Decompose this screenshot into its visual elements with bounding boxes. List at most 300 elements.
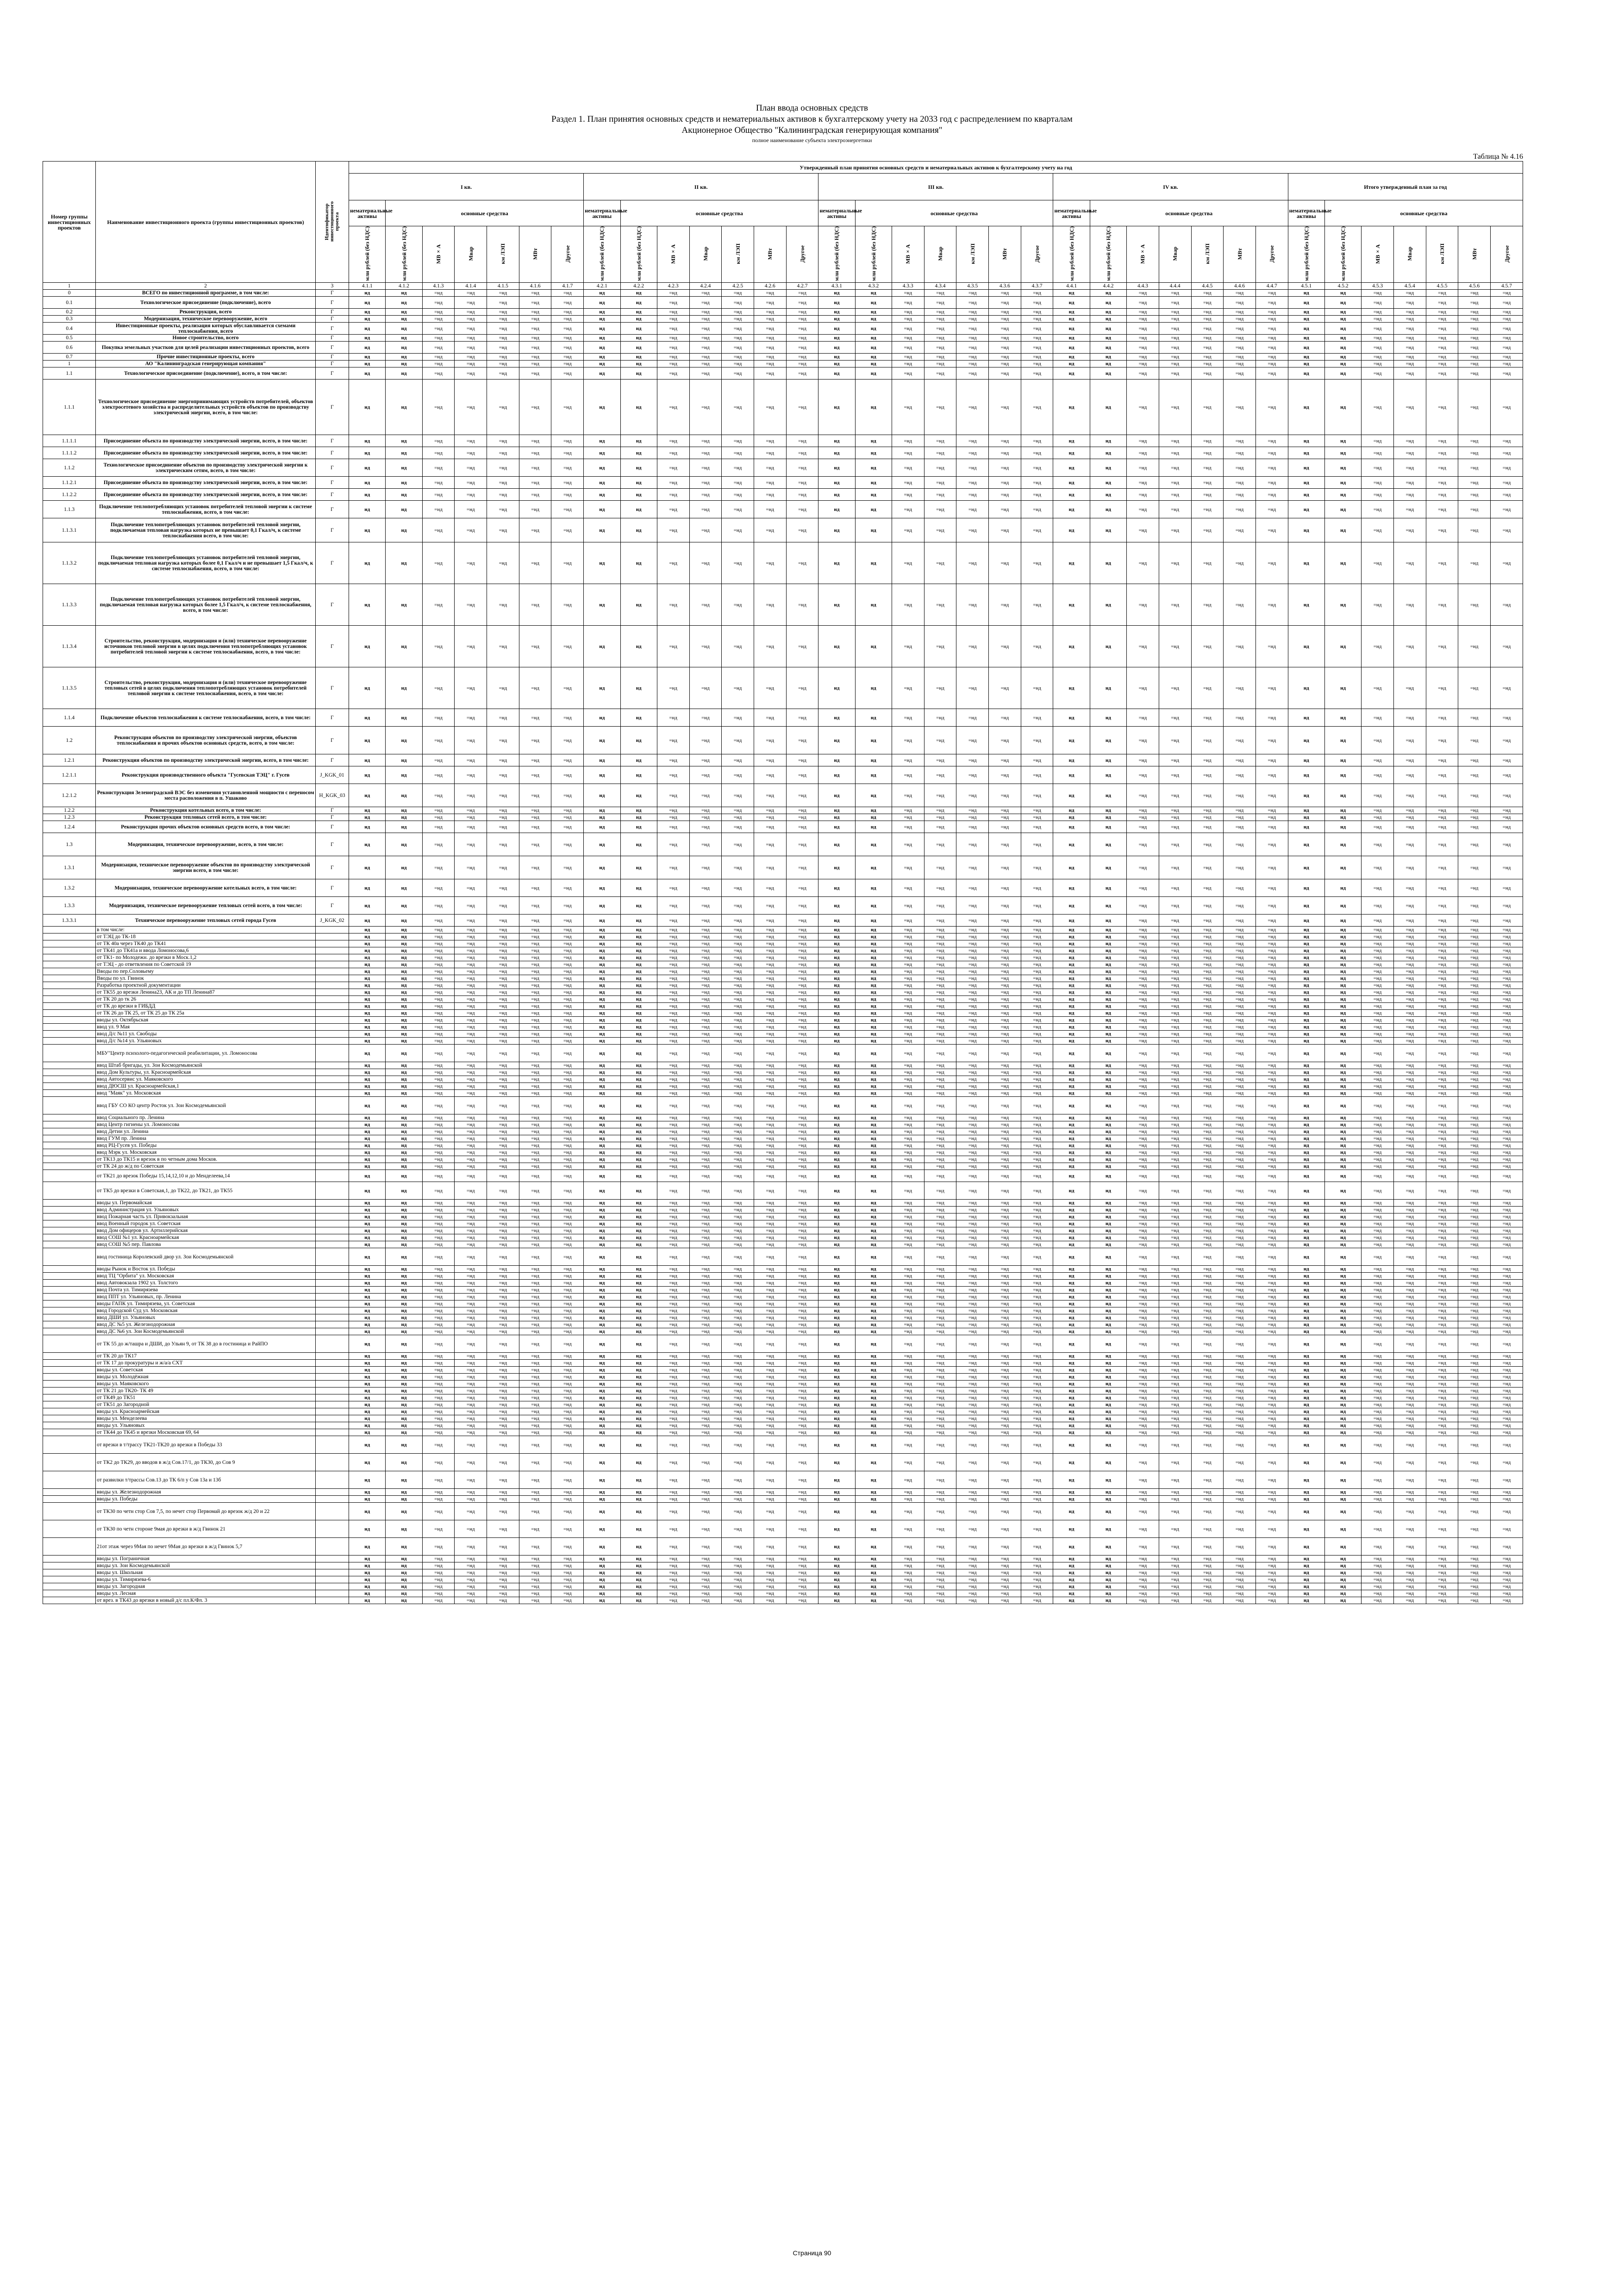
value-cell: нд	[1288, 814, 1324, 821]
value-cell: нд	[818, 1583, 855, 1590]
value-cell: нд	[1324, 335, 1361, 342]
row-code: 1.1.2.1	[43, 477, 96, 489]
value-cell: =нд	[487, 1280, 519, 1287]
value-cell: нд	[1288, 447, 1324, 459]
value-cell: =нд	[1159, 1520, 1191, 1538]
value-cell: =нд	[1159, 982, 1191, 989]
row-id	[315, 1135, 349, 1142]
value-cell: =нд	[657, 879, 689, 897]
value-cell: =нд	[455, 1163, 487, 1170]
value-cell: =нд	[1191, 1003, 1224, 1010]
value-cell: =нд	[487, 1024, 519, 1031]
value-cell: =нд	[1491, 1562, 1523, 1569]
value-cell: =нд	[989, 856, 1021, 879]
value-cell: =нд	[989, 1597, 1021, 1604]
value-cell: =нд	[689, 667, 722, 709]
value-cell: =нд	[722, 1471, 754, 1489]
value-cell: нд	[818, 1083, 855, 1090]
value-cell: =нд	[1426, 489, 1458, 501]
value-cell: нд	[855, 1248, 892, 1266]
col-header-unit: млн рублей (без НДС)	[584, 226, 620, 283]
value-cell: =нд	[924, 342, 956, 354]
value-cell: =нд	[1362, 1170, 1394, 1182]
value-cell: =нд	[487, 1394, 519, 1401]
value-cell: =нд	[956, 354, 989, 361]
value-cell: =нд	[1426, 1097, 1458, 1114]
value-cell: нд	[349, 1097, 386, 1114]
value-cell: =нд	[689, 1287, 722, 1294]
value-cell: =нд	[924, 766, 956, 784]
value-cell: =нд	[1224, 1038, 1256, 1045]
value-cell: =нд	[1362, 996, 1394, 1003]
value-cell: =нд	[989, 1142, 1021, 1149]
value-cell: нд	[1288, 1182, 1324, 1200]
value-cell: нд	[1053, 1135, 1090, 1142]
value-cell: =нд	[1191, 1569, 1224, 1576]
value-cell: =нд	[989, 996, 1021, 1003]
value-cell: =нд	[1458, 1436, 1491, 1454]
value-cell: =нд	[989, 968, 1021, 975]
value-cell: нд	[349, 1003, 386, 1010]
value-cell: =нд	[1021, 1590, 1053, 1597]
table-row	[43, 1045, 1523, 1062]
row-code	[43, 1287, 96, 1294]
value-cell: нд	[386, 1200, 422, 1207]
value-cell: =нд	[422, 1388, 455, 1394]
value-cell: =нд	[1255, 1353, 1288, 1360]
value-cell: =нд	[1255, 309, 1288, 316]
value-cell: нд	[620, 1213, 657, 1220]
value-cell: =нд	[956, 1076, 989, 1083]
value-cell: нд	[1288, 1321, 1324, 1328]
value-cell: =нд	[422, 982, 455, 989]
value-cell: =нд	[1021, 1241, 1053, 1248]
value-cell: нд	[386, 1234, 422, 1241]
value-cell: нд	[1324, 1294, 1361, 1300]
value-cell: нд	[1053, 354, 1090, 361]
value-cell: =нд	[1491, 1128, 1523, 1135]
value-cell: =нд	[989, 1234, 1021, 1241]
value-cell: =нд	[487, 316, 519, 323]
row-id	[315, 1294, 349, 1300]
value-cell: =нд	[551, 1273, 584, 1280]
value-cell: =нд	[657, 1114, 689, 1121]
row-name: Модернизация, техническое перевооружение котельных всего, в том числе:	[96, 879, 316, 897]
value-cell: =нд	[1159, 1280, 1191, 1287]
value-cell: =нд	[1159, 1121, 1191, 1128]
value-cell: нд	[818, 459, 855, 477]
value-cell: =нд	[551, 1328, 584, 1335]
value-cell: =нд	[1191, 1408, 1224, 1415]
value-cell: =нд	[892, 626, 924, 667]
value-cell: =нд	[551, 477, 584, 489]
value-cell: нд	[1090, 1388, 1126, 1394]
value-cell: нд	[855, 1353, 892, 1360]
col-header-project-name: Наименование инвестиционного проекта (группы инвестиционных проектов)	[96, 162, 316, 283]
value-cell: =нд	[1426, 1321, 1458, 1328]
value-cell: =нд	[519, 821, 551, 833]
value-cell: =нд	[519, 933, 551, 940]
value-cell: =нд	[689, 915, 722, 927]
value-cell: =нд	[519, 1503, 551, 1520]
value-cell: =нд	[1491, 1090, 1523, 1097]
value-cell: нд	[1288, 1213, 1324, 1220]
row-id	[315, 1241, 349, 1248]
row-id	[315, 1003, 349, 1010]
col-number: 4.3.6	[989, 283, 1021, 290]
value-cell: =нд	[1127, 1234, 1159, 1241]
row-name: вводы ул. Ульяновых	[96, 1422, 316, 1429]
value-cell: =нд	[956, 833, 989, 856]
value-cell: =нд	[1191, 1374, 1224, 1381]
value-cell: =нд	[1458, 1213, 1491, 1220]
value-cell: =нд	[1224, 1590, 1256, 1597]
value-cell: нд	[349, 1142, 386, 1149]
row-code: 1.2.1.2	[43, 784, 96, 807]
value-cell: =нд	[1491, 1083, 1523, 1090]
value-cell: =нд	[989, 518, 1021, 542]
value-cell: нд	[855, 709, 892, 727]
value-cell: =нд	[1426, 1156, 1458, 1163]
value-cell: нд	[1053, 335, 1090, 342]
value-cell: =нд	[989, 1038, 1021, 1045]
value-cell: нд	[1090, 1374, 1126, 1381]
value-cell: =нд	[1362, 367, 1394, 380]
value-cell: =нд	[1159, 1135, 1191, 1142]
value-cell: =нд	[989, 754, 1021, 766]
value-cell: нд	[620, 1597, 657, 1604]
value-cell: =нд	[551, 290, 584, 297]
value-cell: =нд	[689, 856, 722, 879]
value-cell: =нд	[519, 1038, 551, 1045]
value-cell: нд	[1090, 1200, 1126, 1207]
value-cell: =нд	[551, 297, 584, 309]
value-cell: =нд	[989, 1220, 1021, 1227]
value-cell: =нд	[455, 1597, 487, 1604]
value-cell: =нд	[657, 982, 689, 989]
value-cell: нд	[855, 1429, 892, 1436]
value-cell: =нд	[1458, 584, 1491, 626]
value-cell: =нд	[1191, 1097, 1224, 1114]
value-cell: =нд	[1393, 856, 1426, 879]
value-cell: нд	[1324, 1266, 1361, 1273]
value-cell: нд	[1090, 1401, 1126, 1408]
value-cell: =нд	[1191, 1583, 1224, 1590]
value-cell: нд	[1053, 1538, 1090, 1556]
value-cell: =нд	[689, 961, 722, 968]
value-cell: нд	[1324, 1314, 1361, 1321]
value-cell: =нд	[956, 477, 989, 489]
value-cell: =нд	[487, 754, 519, 766]
value-cell: =нд	[1491, 542, 1523, 584]
value-cell: =нд	[722, 1076, 754, 1083]
value-cell: нд	[855, 380, 892, 435]
value-cell: =нд	[1191, 897, 1224, 915]
table-row	[43, 459, 1523, 477]
value-cell: =нд	[551, 1471, 584, 1489]
value-cell: =нд	[519, 968, 551, 975]
value-cell: нд	[349, 897, 386, 915]
value-cell: =нд	[722, 1381, 754, 1388]
value-cell: нд	[349, 989, 386, 996]
value-cell: =нд	[657, 1062, 689, 1069]
value-cell: нд	[818, 1182, 855, 1200]
value-cell: =нд	[1159, 947, 1191, 954]
value-cell: =нд	[455, 1454, 487, 1471]
row-name: ввод ДШИ ул. Ульяновых	[96, 1314, 316, 1321]
row-id: Г	[315, 316, 349, 323]
value-cell: нд	[855, 1010, 892, 1017]
value-cell: нд	[1053, 879, 1090, 897]
row-code	[43, 982, 96, 989]
value-cell: =нд	[455, 584, 487, 626]
value-cell: =нд	[786, 1367, 818, 1374]
row-name: от ТК 40а через ТК40 до ТК41	[96, 940, 316, 947]
value-cell: =нд	[519, 1156, 551, 1163]
row-code	[43, 1436, 96, 1454]
value-cell: нд	[818, 1163, 855, 1170]
value-cell: =нд	[1191, 1062, 1224, 1069]
row-code	[43, 1360, 96, 1367]
value-cell: =нд	[1426, 947, 1458, 954]
value-cell: =нд	[1362, 1114, 1394, 1121]
value-cell: =нд	[1191, 915, 1224, 927]
value-cell: =нд	[455, 975, 487, 982]
value-cell: =нд	[422, 807, 455, 814]
value-cell: =нд	[1224, 879, 1256, 897]
value-cell: =нд	[1127, 1401, 1159, 1408]
value-cell: =нд	[1127, 915, 1159, 927]
value-cell: =нд	[689, 1422, 722, 1429]
value-cell: =нд	[786, 1076, 818, 1083]
value-cell: =нд	[754, 354, 786, 361]
value-cell: нд	[1053, 1576, 1090, 1583]
value-cell: нд	[620, 1471, 657, 1489]
value-cell: =нд	[1362, 1597, 1394, 1604]
row-code	[43, 1266, 96, 1273]
row-id	[315, 1394, 349, 1401]
value-cell: нд	[620, 961, 657, 968]
col-header-fixed-assets: основные средства	[386, 200, 584, 226]
row-id: Г	[315, 501, 349, 518]
table-row	[43, 754, 1523, 766]
value-cell: =нд	[657, 1003, 689, 1010]
value-cell: =нд	[1426, 1353, 1458, 1360]
value-cell: нд	[818, 927, 855, 933]
value-cell: =нд	[892, 915, 924, 927]
value-cell: =нд	[956, 1335, 989, 1353]
row-name: Подключение объектов теплоснабжения к системе теплоснабжения, всего, в том числе:	[96, 709, 316, 727]
value-cell: =нд	[754, 1227, 786, 1234]
value-cell: нд	[1053, 1200, 1090, 1207]
value-cell: =нд	[1021, 1489, 1053, 1496]
value-cell: =нд	[487, 784, 519, 807]
value-cell: нд	[1324, 1556, 1361, 1562]
value-cell: нд	[1090, 1520, 1126, 1538]
value-cell: нд	[584, 1234, 620, 1241]
row-id: Г	[315, 626, 349, 667]
value-cell: нд	[584, 1083, 620, 1090]
value-cell: нд	[584, 1076, 620, 1083]
table-row	[43, 1170, 1523, 1182]
value-cell: =нд	[455, 1328, 487, 1335]
value-cell: =нд	[1191, 1471, 1224, 1489]
value-cell: =нд	[1458, 1287, 1491, 1294]
row-id: Г	[315, 323, 349, 335]
value-cell: =нд	[1224, 1314, 1256, 1321]
row-code	[43, 933, 96, 940]
value-cell: =нд	[892, 879, 924, 897]
value-cell: нд	[1324, 1213, 1361, 1220]
value-cell: нд	[349, 1408, 386, 1415]
table-row	[43, 584, 1523, 626]
value-cell: =нд	[689, 1321, 722, 1328]
table-row	[43, 1496, 1523, 1503]
value-cell: нд	[818, 1415, 855, 1422]
value-cell: нд	[1090, 784, 1126, 807]
value-cell: =нд	[722, 1273, 754, 1280]
col-header-unit: Мвар	[455, 226, 487, 283]
value-cell: =нд	[1426, 1010, 1458, 1017]
value-cell: нд	[1053, 1045, 1090, 1062]
value-cell: нд	[855, 1031, 892, 1038]
value-cell: =нд	[1021, 323, 1053, 335]
value-cell: нд	[584, 518, 620, 542]
value-cell: =нд	[1458, 1597, 1491, 1604]
value-cell: =нд	[924, 542, 956, 584]
value-cell: =нд	[487, 335, 519, 342]
value-cell: нд	[584, 915, 620, 927]
value-cell: =нд	[754, 1489, 786, 1496]
value-cell: =нд	[422, 915, 455, 927]
value-cell: =нд	[1021, 1220, 1053, 1227]
value-cell: нд	[1324, 1436, 1361, 1454]
row-id: Г	[315, 807, 349, 814]
value-cell: =нд	[1021, 1562, 1053, 1569]
value-cell: нд	[349, 1024, 386, 1031]
value-cell: =нд	[487, 1170, 519, 1182]
value-cell: =нд	[1224, 1241, 1256, 1248]
value-cell: =нд	[1127, 1562, 1159, 1569]
value-cell: нд	[386, 915, 422, 927]
value-cell: =нд	[722, 380, 754, 435]
value-cell: =нд	[1191, 1429, 1224, 1436]
value-cell: =нд	[689, 940, 722, 947]
value-cell: =нд	[722, 1220, 754, 1227]
value-cell: =нд	[455, 1538, 487, 1556]
value-cell: нд	[1090, 1128, 1126, 1135]
value-cell: =нд	[1191, 477, 1224, 489]
value-cell: нд	[1090, 1422, 1126, 1429]
value-cell: =нд	[455, 968, 487, 975]
value-cell: =нд	[519, 961, 551, 968]
value-cell: =нд	[519, 897, 551, 915]
row-id	[315, 1090, 349, 1097]
value-cell: нд	[584, 1248, 620, 1266]
table-row	[43, 477, 1523, 489]
value-cell: =нд	[1224, 1234, 1256, 1241]
value-cell: =нд	[487, 309, 519, 316]
value-cell: =нд	[1021, 1415, 1053, 1422]
value-cell: нд	[620, 814, 657, 821]
value-cell: нд	[1053, 1353, 1090, 1360]
value-cell: =нд	[422, 1335, 455, 1353]
value-cell: =нд	[786, 1328, 818, 1335]
value-cell: нд	[584, 335, 620, 342]
value-cell: =нд	[487, 477, 519, 489]
value-cell: =нд	[689, 1273, 722, 1280]
value-cell: =нд	[1191, 933, 1224, 940]
value-cell: =нд	[722, 856, 754, 879]
value-cell: =нд	[722, 1353, 754, 1360]
value-cell: =нд	[1191, 1220, 1224, 1227]
col-number: 4.2.3	[657, 283, 689, 290]
value-cell: =нд	[956, 518, 989, 542]
value-cell: =нд	[786, 380, 818, 435]
value-cell: нд	[855, 342, 892, 354]
value-cell: =нд	[422, 1234, 455, 1241]
value-cell: нд	[855, 477, 892, 489]
row-name: от врезки в т/трассу ТК21-ТК20 до врезки в Победы 33	[96, 1436, 316, 1454]
value-cell: =нд	[455, 1569, 487, 1576]
value-cell: =нд	[754, 821, 786, 833]
value-cell: =нд	[487, 1388, 519, 1394]
table-row	[43, 709, 1523, 727]
col-number: 4.5.2	[1324, 283, 1361, 290]
value-cell: =нд	[786, 1489, 818, 1496]
value-cell: =нд	[1127, 1142, 1159, 1149]
value-cell: =нд	[1224, 1163, 1256, 1170]
value-cell: =нд	[1224, 1328, 1256, 1335]
value-cell: нд	[818, 947, 855, 954]
value-cell: =нд	[1426, 1003, 1458, 1010]
value-cell: =нд	[1362, 1360, 1394, 1367]
value-cell: =нд	[1491, 459, 1523, 477]
value-cell: нд	[1053, 807, 1090, 814]
value-cell: =нд	[422, 856, 455, 879]
value-cell: нд	[584, 1314, 620, 1321]
value-cell: =нд	[551, 459, 584, 477]
value-cell: =нд	[1127, 1415, 1159, 1422]
value-cell: =нд	[956, 709, 989, 727]
value-cell: нд	[1090, 1307, 1126, 1314]
value-cell: =нд	[924, 1135, 956, 1142]
value-cell: нд	[386, 1090, 422, 1097]
value-cell: =нд	[1159, 727, 1191, 754]
value-cell: нд	[1090, 1213, 1126, 1220]
value-cell: =нд	[1127, 1163, 1159, 1170]
value-cell: =нд	[1362, 1280, 1394, 1287]
value-cell: =нд	[1191, 1241, 1224, 1248]
value-cell: =нд	[1458, 1489, 1491, 1496]
value-cell: =нд	[422, 1415, 455, 1422]
value-cell: =нд	[989, 1583, 1021, 1590]
value-cell: нд	[386, 1207, 422, 1213]
value-cell: нд	[1090, 1234, 1126, 1241]
value-cell: =нд	[1191, 814, 1224, 821]
value-cell: нд	[1053, 1569, 1090, 1576]
value-cell: =нд	[657, 927, 689, 933]
table-row	[43, 915, 1523, 927]
value-cell: нд	[1053, 709, 1090, 727]
value-cell: нд	[386, 766, 422, 784]
value-cell: =нд	[754, 814, 786, 821]
value-cell: =нд	[1191, 821, 1224, 833]
value-cell: =нд	[1191, 1121, 1224, 1128]
row-id	[315, 1280, 349, 1287]
value-cell: нд	[1324, 367, 1361, 380]
value-cell: =нд	[786, 1142, 818, 1149]
